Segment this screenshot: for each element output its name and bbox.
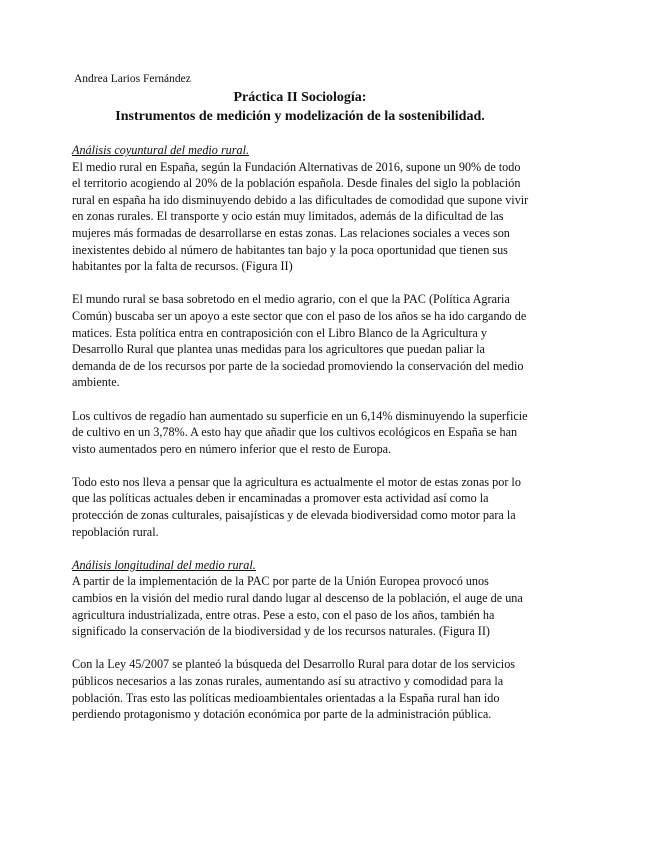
document-title bbox=[72, 88, 528, 126]
section-heading-coyuntural: Análisis coyuntural del medio rural. bbox=[72, 143, 250, 157]
title-line-1: Práctica II Sociología: bbox=[233, 90, 367, 105]
paragraph: Todo esto nos lleva a pensar que la agricultura es actualmente el motor de estas zonas por lo que las políticas actuales deben ir encaminadas a promover esta actividad así como la protección de zonas culturales, paisajísticas y de elevada biodiversidad como motor para la repoblación rural. bbox=[72, 474, 521, 539]
author-name: Andrea Larios Fernández bbox=[74, 73, 191, 85]
section-heading-longitudinal: Análisis longitudinal del medio rural. bbox=[72, 557, 256, 572]
paragraph: El medio rural en España, según la Fundación Alternativas de 2016, supone un 90% de todo el territorio acogiendo al 20% de la población española. Desde finales del siglo la población rural en españa ha ido disminuyendo debido a las dificultades de comodidad que supone vivir en zonas rurales. El transporte y ocio están muy limitados, además de la dificultad de las mujeres más formadas de desarrollarse en estas zonas. Las relaciones sociales a veces son inexistentes debido al número de habitantes tan bajo y la poca oportunidad que tienen sus habitantes por la falta de recursos. (Figura II) bbox=[72, 159, 529, 274]
paragraph: A partir de la implementación de la PAC por parte de la Unión Europea provocó unos cambios en la visión del medio rural dando lugar al descenso de la población, el auge de una agricultura industrializada, entre otras. Pese a esto, con el paso de los años, también ha significado la conservación de la biodiversidad y de los recursos naturales. (Figura II) bbox=[72, 574, 523, 639]
paragraph: Los cultivos de regadío han aumentado su superficie en un 6,14% disminuyendo la superficie de cultivo en un 3,78%. A esto hay que añadir que los cultivos ecológicos en España se han visto aumentados pero en número inferior que el resto de Europa. bbox=[72, 408, 528, 456]
document-body bbox=[72, 142, 530, 723]
title-line-2: Instrumentos de medición y modelización de la sostenibilidad. bbox=[115, 109, 485, 124]
paragraph: El mundo rural se basa sobretodo en el medio agrario, con el que la PAC (Política Agraria Común) buscaba ser un apoyo a este sector que con el paso de los años se ha ido cargando de matices. Esta política entra en contraposición con el Libro Blanco de la Agricultura y Desarrollo Rural que plantea unas medidas para los agricultores que puedan paliar la demanda de de los recursos por parte de la sociedad promoviendo la conservación del medio ambiente. bbox=[72, 292, 527, 390]
paragraph: Con la Ley 45/2007 se planteó la búsqueda del Desarrollo Rural para dotar de los servicios públicos necesarios a las zonas rurales, aumentando así su atractivo y comodidad para la población. Tras esto las políticas medioambientales orientadas a la España rural han ido perdiendo protagonismo y dotación económica por parte de la administración pública. bbox=[72, 657, 516, 722]
